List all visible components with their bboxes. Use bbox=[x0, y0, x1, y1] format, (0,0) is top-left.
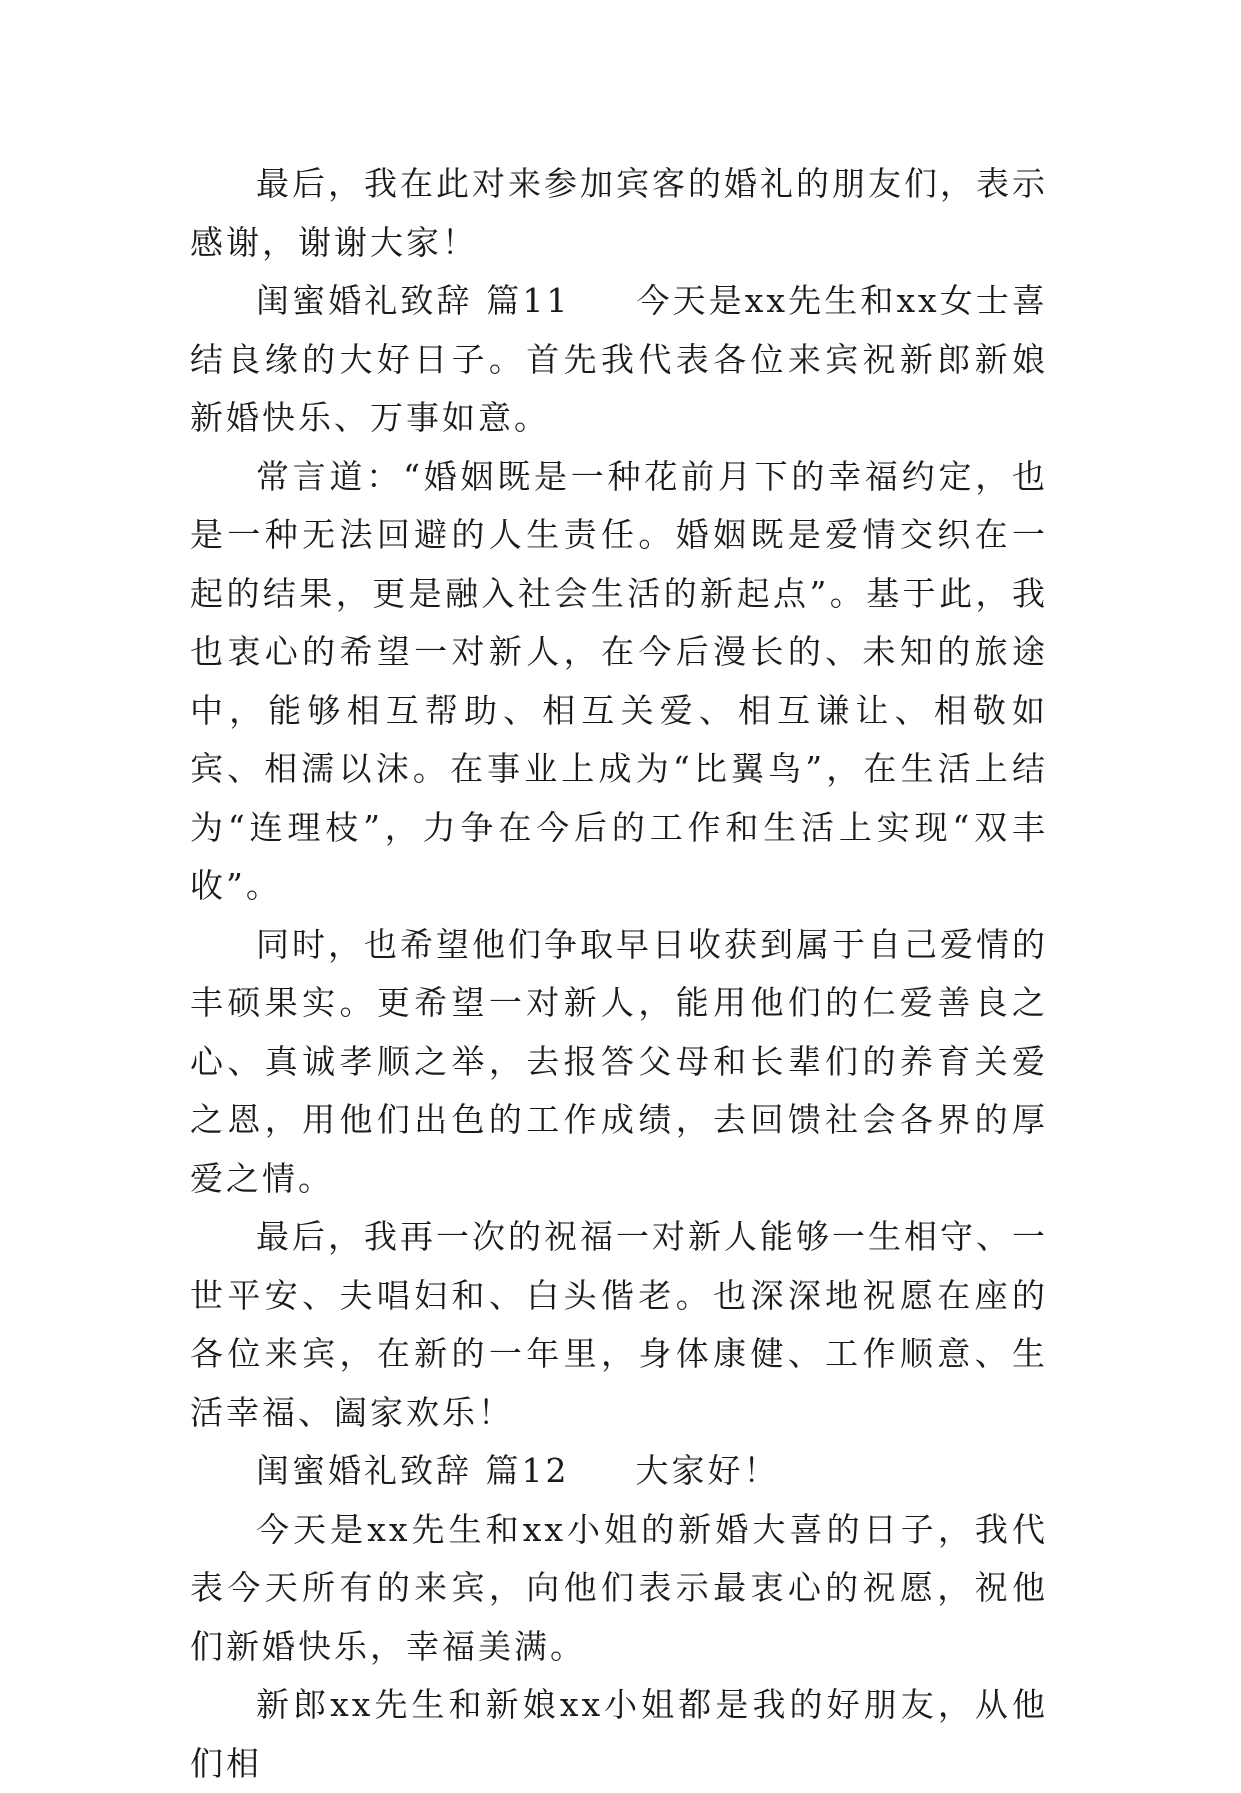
paragraph-speech-12-intro bbox=[190, 1442, 1048, 1501]
paragraph-proverb bbox=[190, 448, 1048, 916]
paragraph-text: 最后，我在此对来参加宾客的婚礼的朋友们，表示感谢，谢谢大家！ bbox=[190, 164, 1048, 262]
paragraph-text: 常言道：“婚姻既是一种花前月下的幸福约定，也是一种无法回避的人生责任。婚姻既是爱情交织在一起的结果，更是融入社会生活的新起点”。基于此，我也衷心的希望一对新人，在今后漫长的、未知的旅途中，能够相互帮助、相互关爱、相互谦让、相敬如宾、相濡以沫。在事业上成为“比翼鸟”，在生活上结为“连理枝”，力争在今后的工作和生活上实现“双丰收”。 bbox=[190, 456, 1048, 905]
paragraph-text: 今天是xx先生和xx小姐的新婚大喜的日子，我代表今天所有的来宾，向他们表示最衷心的祝愿，祝他们新婚快乐，幸福美满。 bbox=[190, 1509, 1048, 1666]
paragraph-text: 最后，我再一次的祝福一对新人能够一生相守、一世平安、夫唱妇和、白头偕老。也深深地祝愿在座的各位来宾，在新的一年里，身体康健、工作顺意、生活幸福、阖家欢乐！ bbox=[190, 1217, 1048, 1432]
document-body bbox=[190, 155, 1048, 1793]
paragraph-closing-thanks bbox=[190, 155, 1048, 272]
paragraph-text: 新郎xx先生和新娘xx小姐都是我的好朋友，从他们相 bbox=[190, 1685, 1048, 1783]
section-heading-12: 闺蜜婚礼致辞 篇12 bbox=[256, 1451, 570, 1490]
paragraph-greeting bbox=[190, 1501, 1048, 1677]
section-heading-11: 闺蜜婚礼致辞 篇11 bbox=[256, 281, 571, 320]
paragraph-text: 大家好！ bbox=[635, 1451, 780, 1490]
paragraph-friends bbox=[190, 1676, 1048, 1793]
paragraph-final-blessing bbox=[190, 1208, 1048, 1442]
paragraph-text: 同时，也希望他们争取早日收获到属于自己爱情的丰硕果实。更希望一对新人，能用他们的仁爱善良之心、真诚孝顺之举，去报答父母和长辈们的养育关爱之恩，用他们出色的工作成绩，去回馈社会各界的厚爱之情。 bbox=[190, 924, 1048, 1198]
paragraph-speech-11-intro bbox=[190, 272, 1048, 448]
paragraph-text: 今天是xx先生和xx女士喜结良缘的大好日子。首先我代表各位来宾祝新郎新娘新婚快乐、万事如意。 bbox=[190, 281, 1048, 437]
paragraph-hopes bbox=[190, 916, 1048, 1209]
